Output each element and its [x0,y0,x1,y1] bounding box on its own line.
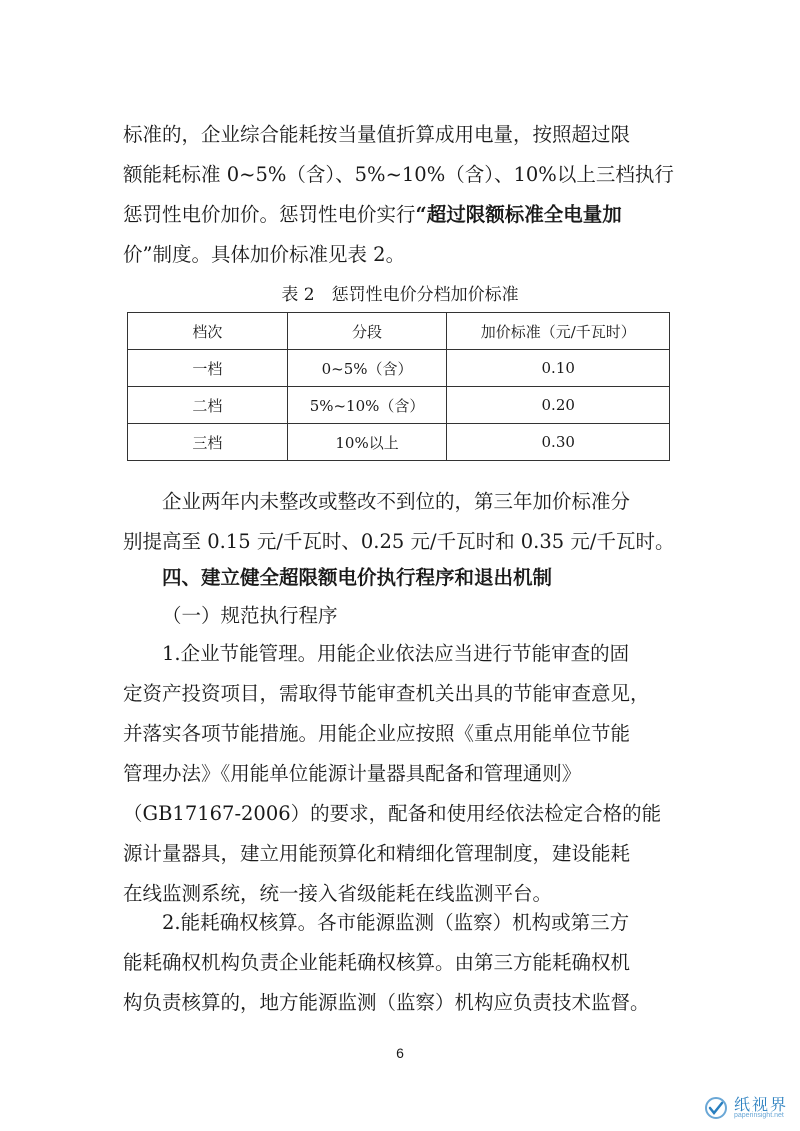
subsection-heading [123,596,683,636]
text-line [123,195,683,235]
text-line: 在线监测系统，统一接入省级能耗在线监测平台。 [123,882,553,905]
text-line: 定资产投资项目，需取得节能审查机关出具的节能审查意见， [123,682,650,705]
paperinsight-logo-icon [704,1096,728,1120]
text-segment: 惩罚性电价加价。惩罚性电价实行 [123,203,416,226]
text-line: 源计量器具，建立用能预算化和精细化管理制度，建设能耗 [123,842,631,865]
bold-phrase: “超过限额标准全电量加 [415,203,622,226]
section-heading [123,558,683,598]
table-cell: 二档 [128,387,288,424]
text-line: 并落实各项节能措施。用能企业应按照《重点用能单位节能 [123,722,631,745]
table-header-cell: 档次 [128,313,288,350]
table-row [128,350,670,387]
text-line: 管理办法》《用能单位能源计量器具配备和管理通则》 [123,762,582,785]
logo-url: paperinsight.net [734,1112,784,1119]
paragraph-item-1 [123,634,683,914]
table-cell: 0.20 [447,387,670,424]
table-cell: 0~5%（含） [287,350,447,387]
paragraph-item-2 [123,903,683,1023]
table-row [128,387,670,424]
text-line: 构负责核算的，地方能源监测（监察）机构应负责技术监督。 [123,991,650,1014]
paragraph-penalty-intro [123,115,683,275]
text-line: 能耗确权机构负责企业能耗确权核算。由第三方能耗确权机 [123,951,631,974]
text-line: 价”制度。具体加价标准见表 2。 [123,243,406,266]
table-cell: 5%~10%（含） [287,387,447,424]
table-row [128,424,670,461]
table-cell: 0.30 [447,424,670,461]
table-header-row [128,313,670,350]
table-header-cell: 分段 [287,313,447,350]
table-cell: 10%以上 [287,424,447,461]
table-caption: 表 2 惩罚性电价分档加价标准 [281,285,519,305]
text-line: 企业两年内未整改或整改不到位的，第三年加价标准分 [162,490,631,513]
table-cell: 三档 [128,424,288,461]
watermark-logo [704,1090,796,1126]
table-cell: 一档 [128,350,288,387]
text-line: 标准的，企业综合能耗按当量值折算成用电量，按照超过限 [123,123,631,146]
table-cell: 0.10 [447,350,670,387]
text-line: 2.能耗确权核算。各市能源监测（监察）机构或第三方 [162,911,630,934]
penalty-price-table [127,312,670,461]
section-heading-text: 四、建立健全超限额电价执行程序和退出机制 [162,566,553,589]
table-header-cell: 加价标准（元/千瓦时） [447,313,670,350]
paragraph-rectification [123,482,683,562]
text-line: 1.企业节能管理。用能企业依法应当进行节能审查的固 [162,642,630,665]
text-line: 额能耗标准 0~5%（含）、5%~10%（含）、10%以上三档执行 [123,163,674,186]
text-line: （GB17167-2006）的要求，配备和使用经依法检定合格的能 [123,802,662,825]
subsection-heading-text: （一）规范执行程序 [162,604,338,627]
text-line: 别提高至 0.15 元/千瓦时、0.25 元/千瓦时和 0.35 元/千瓦时。 [123,530,675,553]
page-number: 6 [396,1045,404,1061]
logo-text: 纸视界 [734,1095,789,1114]
